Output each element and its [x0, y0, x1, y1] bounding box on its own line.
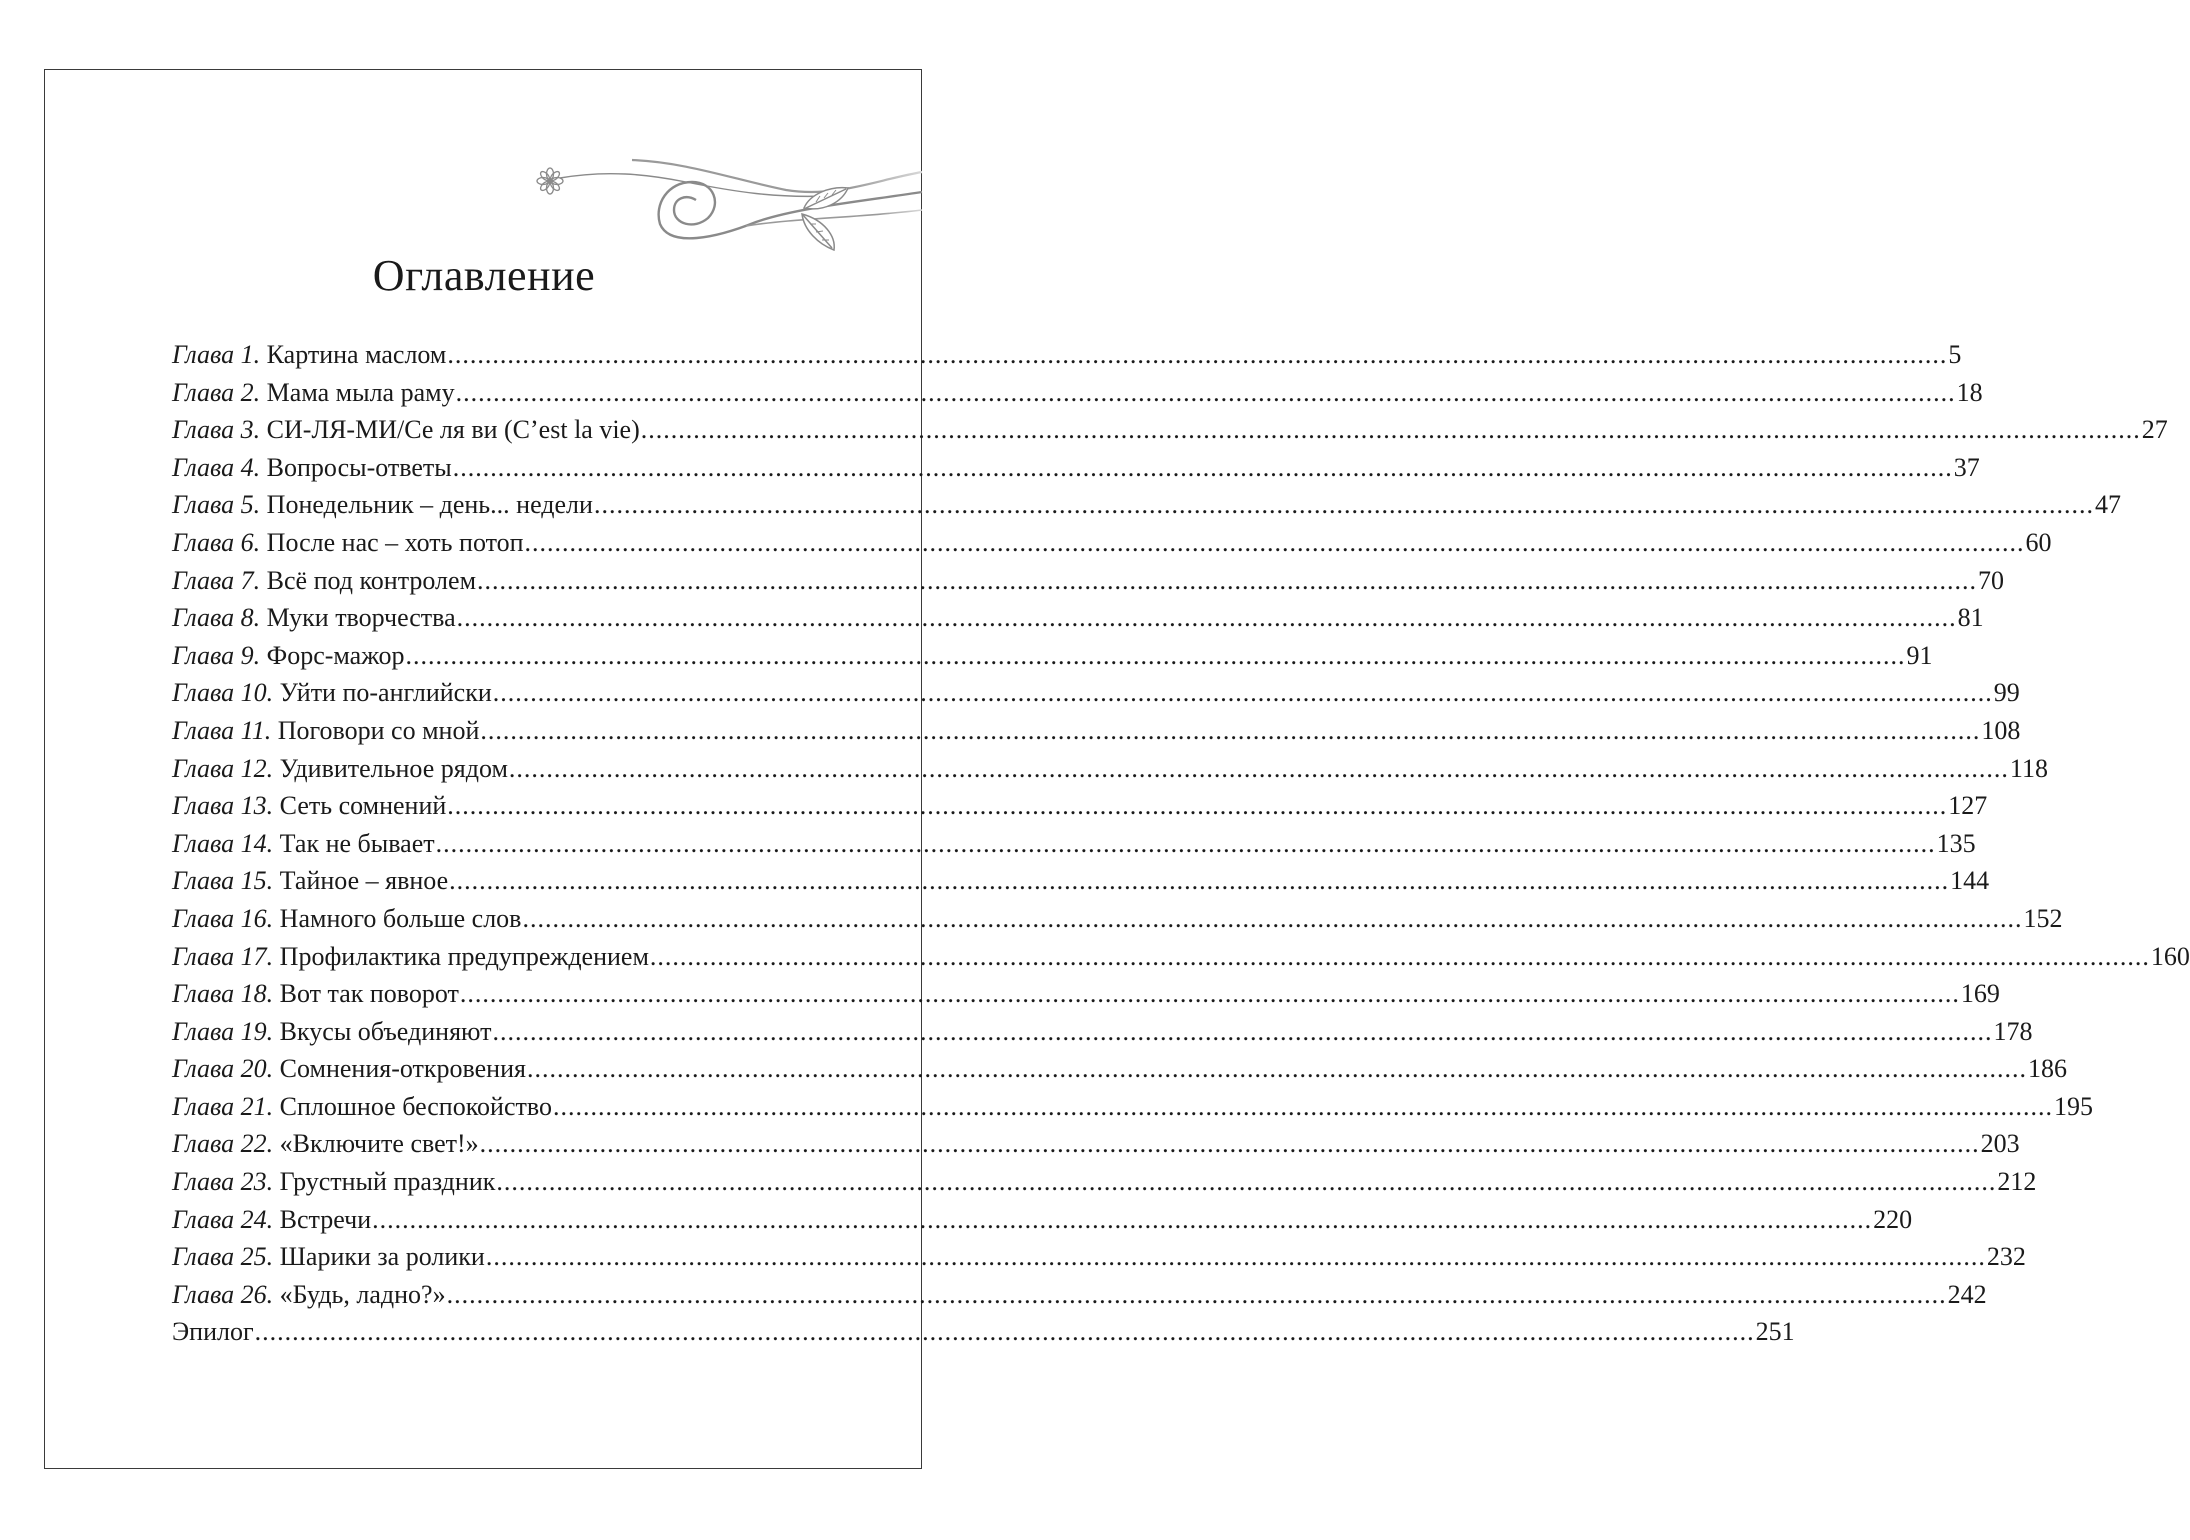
toc-entry [172, 900, 2063, 938]
toc-entry-label [172, 599, 456, 637]
toc-page-number: 127 [1948, 791, 1988, 821]
toc-entry [172, 787, 1988, 825]
toc-chapter-title: После нас – хоть потоп [266, 527, 524, 557]
toc-chapter-title: Форс-мажор [266, 640, 405, 670]
toc-entry [172, 1276, 1987, 1314]
toc-chapter-number: Глава 15. [172, 866, 274, 896]
toc-chapter-title: «Будь, ладно?» [279, 1279, 446, 1309]
toc-chapter-number: Глава 24. [172, 1204, 274, 1234]
toc-chapter-number: Глава 14. [172, 828, 274, 858]
toc-page-number: 18 [1956, 377, 1983, 407]
toc-leader-dots: ........................................................................................................................................................................................................ [452, 452, 1953, 482]
toc-entry-label [172, 862, 448, 900]
toc-chapter-number: Глава 23. [172, 1167, 274, 1197]
toc-chapter-number: Глава 17. [172, 941, 274, 971]
toc-chapter-number: Глава 9. [172, 640, 261, 670]
toc-entry-label [172, 1163, 495, 1201]
toc-entry-label [172, 449, 452, 487]
toc-page-number: 203 [1980, 1129, 2020, 1159]
toc-leader-dots: ........................................................................................................................................................................................................ [447, 340, 1948, 369]
toc-leader-dots: ........................................................................................................................................................................................................ [477, 565, 1978, 595]
toc-page-number: 47 [2094, 490, 2121, 520]
toc-entry-label [172, 1238, 485, 1276]
toc-leader-dots: ........................................................................................................................................................................................................ [492, 1016, 1993, 1046]
toc-entry [172, 562, 2005, 600]
toc-chapter-number: Глава 7. [172, 565, 261, 595]
toc-page-number: 5 [1948, 340, 1962, 369]
toc-entry [172, 374, 1983, 412]
toc-chapter-number: Глава 3. [172, 415, 261, 445]
toc-page-number: 60 [2025, 527, 2052, 557]
toc-leader-dots: ........................................................................................................................................................................................................ [449, 866, 1950, 896]
toc-page-number: 27 [2141, 415, 2168, 445]
toc-chapter-number: Глава 16. [172, 903, 274, 933]
toc-chapter-title: Сеть сомнений [279, 791, 447, 821]
toc-chapter-title: Понедельник – день... недели [266, 490, 593, 520]
toc-page-number: 242 [1947, 1279, 1987, 1309]
toc-entry [172, 750, 2048, 788]
toc-entry-label [172, 787, 446, 825]
toc-leader-dots: ........................................................................................................................................................................................................ [524, 527, 2025, 557]
toc-leader-dots: ........................................................................................................................................................................................................ [593, 490, 2094, 520]
toc-leader-dots: ........................................................................................................................................................................................................ [480, 715, 1981, 745]
toc-page-number: 152 [2023, 903, 2063, 933]
toc-page-number: 160 [2150, 941, 2190, 971]
toc-page-number: 37 [1953, 452, 1980, 482]
toc-chapter-number: Глава 13. [172, 791, 274, 821]
toc-page-number: 232 [1986, 1242, 2026, 1272]
toc-leader-dots: ........................................................................................................................................................................................................ [446, 1279, 1947, 1309]
toc-entry [172, 411, 2168, 449]
toc-entry-label [172, 1088, 552, 1126]
toc-chapter-title: Вопросы-ответы [266, 452, 452, 482]
toc-page-number: 195 [2053, 1091, 2093, 1121]
toc-chapter-number: Глава 8. [172, 603, 261, 633]
toc-entry-label [172, 938, 649, 976]
toc-chapter-number: Глава 10. [172, 678, 274, 708]
toc-chapter-number: Глава 5. [172, 490, 261, 520]
toc-entry-label [172, 825, 435, 863]
toc-page-number: 99 [1993, 678, 2020, 708]
toc-page-number: 251 [1755, 1317, 1795, 1347]
toc-chapter-number: Глава 25. [172, 1242, 274, 1272]
toc-chapter-number: Глава 12. [172, 753, 274, 783]
page-title: Оглавление [372, 251, 596, 300]
toc-entry [172, 449, 1980, 487]
toc-entry-label [172, 637, 405, 675]
toc-page-number: 212 [1997, 1167, 2037, 1197]
toc-chapter-title: Намного больше слов [279, 903, 522, 933]
toc-entry [172, 938, 2190, 976]
toc-chapter-title: Сомнения-откровения [279, 1054, 526, 1084]
toc-entry [172, 486, 2121, 524]
toc-entry-label [172, 374, 455, 412]
toc-leader-dots: ........................................................................................................................................................................................................ [435, 828, 1936, 858]
toc-chapter-title: Поговори со мной [277, 715, 480, 745]
toc-entry-label [172, 1313, 254, 1351]
toc-entry [172, 637, 1933, 675]
toc-page-number: 81 [1957, 603, 1984, 633]
toc-entry [172, 336, 1962, 374]
toc-page-number: 118 [2009, 753, 2048, 783]
toc-chapter-title: Уйти по-английски [279, 678, 492, 708]
toc-entry [172, 1163, 2037, 1201]
toc-leader-dots: ........................................................................................................................................................................................................ [508, 753, 2009, 783]
toc-chapter-number: Глава 20. [172, 1054, 274, 1084]
toc-leader-dots: ........................................................................................................................................................................................................ [526, 1054, 2027, 1084]
toc-chapter-title: Грустный праздник [279, 1167, 496, 1197]
toc-chapter-title: Вкусы объединяют [279, 1016, 492, 1046]
toc-entry-label [172, 524, 524, 562]
toc-entry [172, 1201, 1913, 1239]
toc-page-number: 144 [1950, 866, 1990, 896]
toc-page-number: 220 [1873, 1204, 1913, 1234]
toc-entry-label [172, 336, 446, 374]
toc-chapter-number: Глава 19. [172, 1016, 274, 1046]
toc-page-number: 108 [1981, 715, 2021, 745]
toc-entry [172, 862, 1990, 900]
toc-chapter-number: Глава 4. [172, 452, 261, 482]
toc-entry-label [172, 411, 640, 449]
toc-page-number: 70 [1978, 565, 2005, 595]
toc-chapter-title: Профилактика предупреждением [279, 941, 649, 971]
toc-entry [172, 975, 2000, 1013]
toc-leader-dots: ........................................................................................................................................................................................................ [447, 791, 1948, 821]
toc-chapter-title: «Включите свет!» [279, 1129, 479, 1159]
toc-entry [172, 674, 2020, 712]
toc-entry-label [172, 562, 476, 600]
toc-leader-dots: ........................................................................................................................................................................................................ [552, 1091, 2053, 1121]
toc-chapter-number: Глава 2. [172, 377, 261, 407]
toc-chapter-title: Мама мыла раму [266, 377, 455, 407]
toc-chapter-number: Глава 26. [172, 1279, 274, 1309]
toc-entry-label [172, 1201, 371, 1239]
toc-page-number: 169 [1960, 979, 2000, 1009]
toc-page-number: 91 [1906, 640, 1933, 670]
toc-chapter-title: Эпилог [172, 1317, 254, 1347]
toc-leader-dots: ........................................................................................................................................................................................................ [456, 603, 1957, 633]
toc-entry-label [172, 1125, 479, 1163]
toc-entry [172, 1050, 2067, 1088]
toc-chapter-number: Глава 1. [172, 340, 261, 369]
toc-entry-label [172, 900, 521, 938]
toc-entry-label [172, 486, 593, 524]
toc-leader-dots: ........................................................................................................................................................................................................ [455, 377, 1956, 407]
toc-chapter-title: Встречи [279, 1204, 372, 1234]
toc-page-number: 186 [2027, 1054, 2067, 1084]
toc-leader-dots: ........................................................................................................................................................................................................ [479, 1129, 1980, 1159]
toc-chapter-title: СИ-ЛЯ-МИ/Се ля ви (C’est la vie) [266, 415, 640, 445]
toc-entry-label [172, 1050, 526, 1088]
toc-leader-dots: ........................................................................................................................................................................................................ [496, 1167, 1997, 1197]
toc-entry-label [172, 712, 479, 750]
toc-entry-label [172, 1013, 491, 1051]
toc-entry [172, 1238, 2026, 1276]
toc-chapter-number: Глава 18. [172, 979, 274, 1009]
toc-chapter-title: Вот так поворот [279, 979, 459, 1009]
toc-leader-dots: ........................................................................................................................................................................................................ [640, 415, 2141, 445]
toc-entry [172, 712, 2021, 750]
toc-leader-dots: ........................................................................................................................................................................................................ [649, 941, 2150, 971]
toc-page-number: 135 [1936, 828, 1976, 858]
toc-entry-label [172, 674, 492, 712]
toc-leader-dots: ........................................................................................................................................................................................................ [522, 903, 2023, 933]
toc-chapter-title: Всё под контролем [266, 565, 477, 595]
toc-chapter-title: Удивительное рядом [279, 753, 508, 783]
toc-entry [172, 1313, 1795, 1351]
toc-entry [172, 1013, 2033, 1051]
toc-chapter-number: Глава 21. [172, 1091, 274, 1121]
toc-leader-dots: ........................................................................................................................................................................................................ [459, 979, 1960, 1009]
toc-leader-dots: ........................................................................................................................................................................................................ [372, 1204, 1873, 1234]
toc-chapter-number: Глава 11. [172, 715, 272, 745]
toc-leader-dots: ........................................................................................................................................................................................................ [405, 640, 1906, 670]
toc-leader-dots: ........................................................................................................................................................................................................ [485, 1242, 1986, 1272]
toc-entry [172, 524, 2052, 562]
toc-entry-label [172, 750, 508, 788]
toc-entry [172, 1088, 2093, 1126]
toc-leader-dots: ........................................................................................................................................................................................................ [254, 1317, 1755, 1347]
toc-leader-dots: ........................................................................................................................................................................................................ [492, 678, 1993, 708]
toc-chapter-number: Глава 22. [172, 1129, 274, 1159]
floral-vine-icon [536, 152, 922, 256]
table-of-contents [172, 336, 2190, 1351]
toc-chapter-title: Муки творчества [266, 603, 456, 633]
toc-chapter-title: Шарики за ролики [279, 1242, 485, 1272]
toc-chapter-title: Тайное – явное [279, 866, 449, 896]
toc-entry-label [172, 1276, 446, 1314]
toc-page-number: 178 [1993, 1016, 2033, 1046]
toc-chapter-title: Сплошное беспокойство [279, 1091, 552, 1121]
toc-entry [172, 1125, 2020, 1163]
toc-chapter-title: Картина маслом [266, 340, 447, 369]
toc-entry-label [172, 975, 459, 1013]
toc-entry [172, 825, 1976, 863]
toc-chapter-number: Глава 6. [172, 527, 261, 557]
toc-chapter-title: Так не бывает [279, 828, 435, 858]
toc-entry [172, 599, 1984, 637]
